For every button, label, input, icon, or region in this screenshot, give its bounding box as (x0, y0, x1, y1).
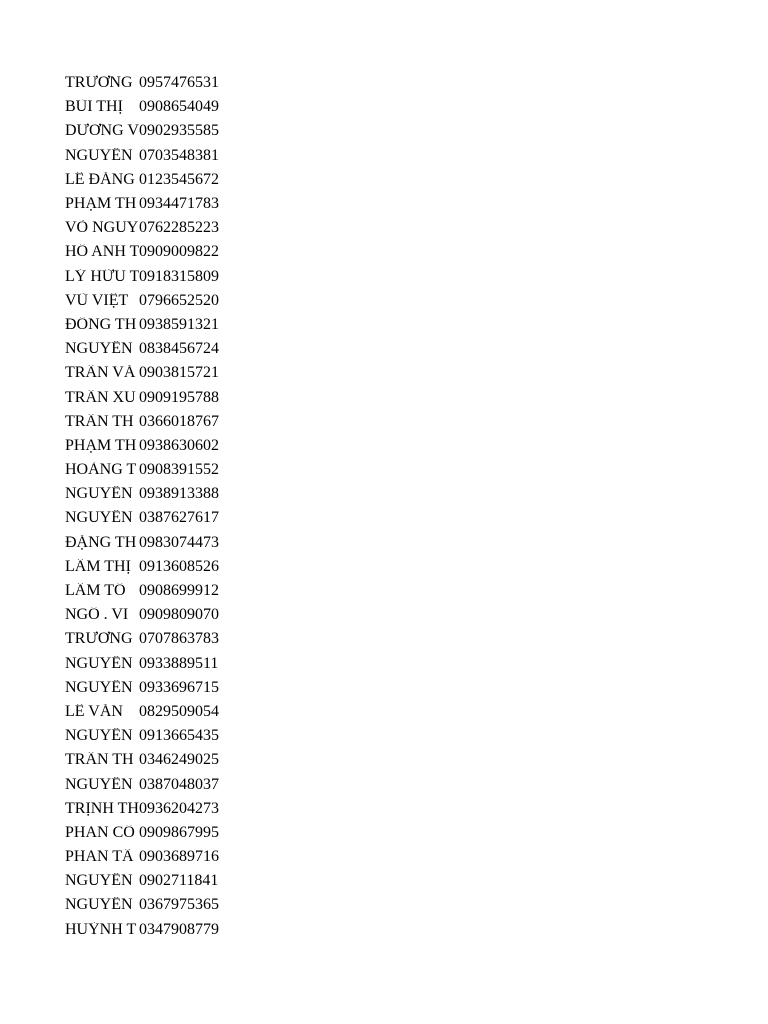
phone-number: 0762285223 (139, 219, 219, 237)
list-item (65, 700, 219, 724)
contact-name: NGUYỄN (65, 341, 133, 358)
contact-name: PHẠM TH (65, 437, 137, 454)
list-item (65, 676, 219, 700)
list-item (65, 652, 219, 676)
phone-number: 0367975365 (139, 896, 219, 914)
list-item (65, 410, 219, 434)
list-item (65, 772, 219, 796)
phone-number: 0703548381 (139, 146, 219, 164)
phone-number: 0707863783 (139, 630, 219, 648)
phone-number: 0934471783 (139, 195, 219, 213)
list-item (65, 918, 219, 942)
contact-name: DƯƠNG V (65, 123, 139, 140)
phone-number: 0909009822 (139, 243, 219, 261)
contact-name: NGUYỄN (65, 897, 133, 914)
contact-name: PHẠM TH (65, 196, 137, 213)
list-item (65, 482, 219, 506)
list-item (65, 265, 219, 289)
phone-number: 0938630602 (139, 436, 219, 454)
contact-name: PHAN TẤ (65, 849, 134, 866)
list-item (65, 748, 219, 772)
contact-list (65, 71, 219, 942)
phone-number: 0902711841 (139, 872, 219, 890)
list-item (65, 821, 219, 845)
contact-name: NGUYỄN (65, 510, 133, 527)
phone-number: 0909867995 (139, 823, 219, 841)
phone-number: 0796652520 (139, 291, 219, 309)
list-item (65, 216, 219, 240)
list-item (65, 506, 219, 530)
phone-number: 0902935585 (139, 122, 219, 140)
list-item (65, 95, 219, 119)
contact-name: NGUYỄN (65, 655, 133, 672)
contact-name: NGUYỄN (65, 873, 133, 890)
contact-name: TRƯƠNG (65, 75, 133, 92)
phone-number: 0933889511 (139, 654, 219, 672)
list-item (65, 724, 219, 748)
contact-name: TRẦN XU (65, 389, 136, 406)
contact-name: NGUYỄN (65, 147, 133, 164)
phone-number: 0957476531 (139, 74, 219, 92)
list-item (65, 434, 219, 458)
phone-number: 0908654049 (139, 98, 219, 116)
contact-name: TRẦN TH (65, 413, 134, 430)
contact-name: LÝ HỮU T (65, 268, 139, 285)
phone-number: 0123545672 (139, 170, 219, 188)
list-item (65, 337, 219, 361)
contact-name: NGÔ . VI (65, 607, 129, 624)
list-item (65, 458, 219, 482)
phone-number: 0936204273 (139, 799, 219, 817)
contact-name: NGUYỄN (65, 728, 133, 745)
list-item (65, 144, 219, 168)
phone-number: 0908391552 (139, 461, 219, 479)
list-item (65, 869, 219, 893)
phone-number: 0387048037 (139, 775, 219, 793)
phone-number: 0346249025 (139, 751, 219, 769)
list-item (65, 240, 219, 264)
phone-number: 0829509054 (139, 702, 219, 720)
list-item (65, 531, 219, 555)
list-item (65, 893, 219, 917)
contact-name: ĐẶNG TH (65, 534, 137, 551)
list-item (65, 71, 219, 95)
phone-number: 0903815721 (139, 364, 219, 382)
contact-name: TRẦN TH (65, 752, 134, 769)
phone-number: 0933696715 (139, 678, 219, 696)
phone-number: 0913665435 (139, 727, 219, 745)
list-item (65, 361, 219, 385)
contact-name: TRƯƠNG (65, 631, 133, 648)
phone-number: 0909195788 (139, 388, 219, 406)
contact-name: VŨ VIỆT (65, 292, 129, 309)
phone-number: 0913608526 (139, 557, 219, 575)
list-item (65, 119, 219, 143)
contact-name: NGUYỄN (65, 776, 133, 793)
list-item (65, 313, 219, 337)
phone-number: 0908699912 (139, 582, 219, 600)
contact-name: PHAN CÔ (65, 824, 135, 841)
phone-number: 0387627617 (139, 509, 219, 527)
list-item (65, 603, 219, 627)
phone-number: 0909809070 (139, 606, 219, 624)
phone-number: 0918315809 (139, 267, 219, 285)
contact-name: LÂM TỐ (65, 583, 126, 600)
contact-name: LÊ VĂN (65, 703, 123, 720)
list-item (65, 385, 219, 409)
phone-number: 0347908779 (139, 920, 219, 938)
list-item (65, 289, 219, 313)
list-item (65, 627, 219, 651)
phone-number: 0838456724 (139, 340, 219, 358)
contact-name: LÊ ĐĂNG (65, 171, 135, 188)
contact-name: NGUYỄN (65, 486, 133, 503)
phone-number: 0938913388 (139, 485, 219, 503)
contact-name: HOÀNG T (65, 462, 137, 479)
phone-number: 0366018767 (139, 412, 219, 430)
contact-name: NGUYỄN (65, 679, 133, 696)
contact-name: ĐỒNG TH (65, 316, 137, 333)
contact-name: VÕ NGUY (65, 220, 139, 237)
list-item (65, 845, 219, 869)
contact-name: BÙI THỊ (65, 99, 123, 116)
contact-name: HUỲNH T (65, 921, 137, 938)
contact-name: TRỊNH TH (65, 800, 139, 817)
list-item (65, 797, 219, 821)
phone-number: 0983074473 (139, 533, 219, 551)
list-item (65, 579, 219, 603)
phone-number: 0938591321 (139, 315, 219, 333)
contact-name: TRẦN VĂ (65, 365, 136, 382)
phone-number: 0903689716 (139, 848, 219, 866)
contact-name: LÂM THỊ (65, 558, 131, 575)
contact-name: HỒ ANH T (65, 244, 139, 261)
list-item (65, 555, 219, 579)
list-item (65, 168, 219, 192)
list-item (65, 192, 219, 216)
